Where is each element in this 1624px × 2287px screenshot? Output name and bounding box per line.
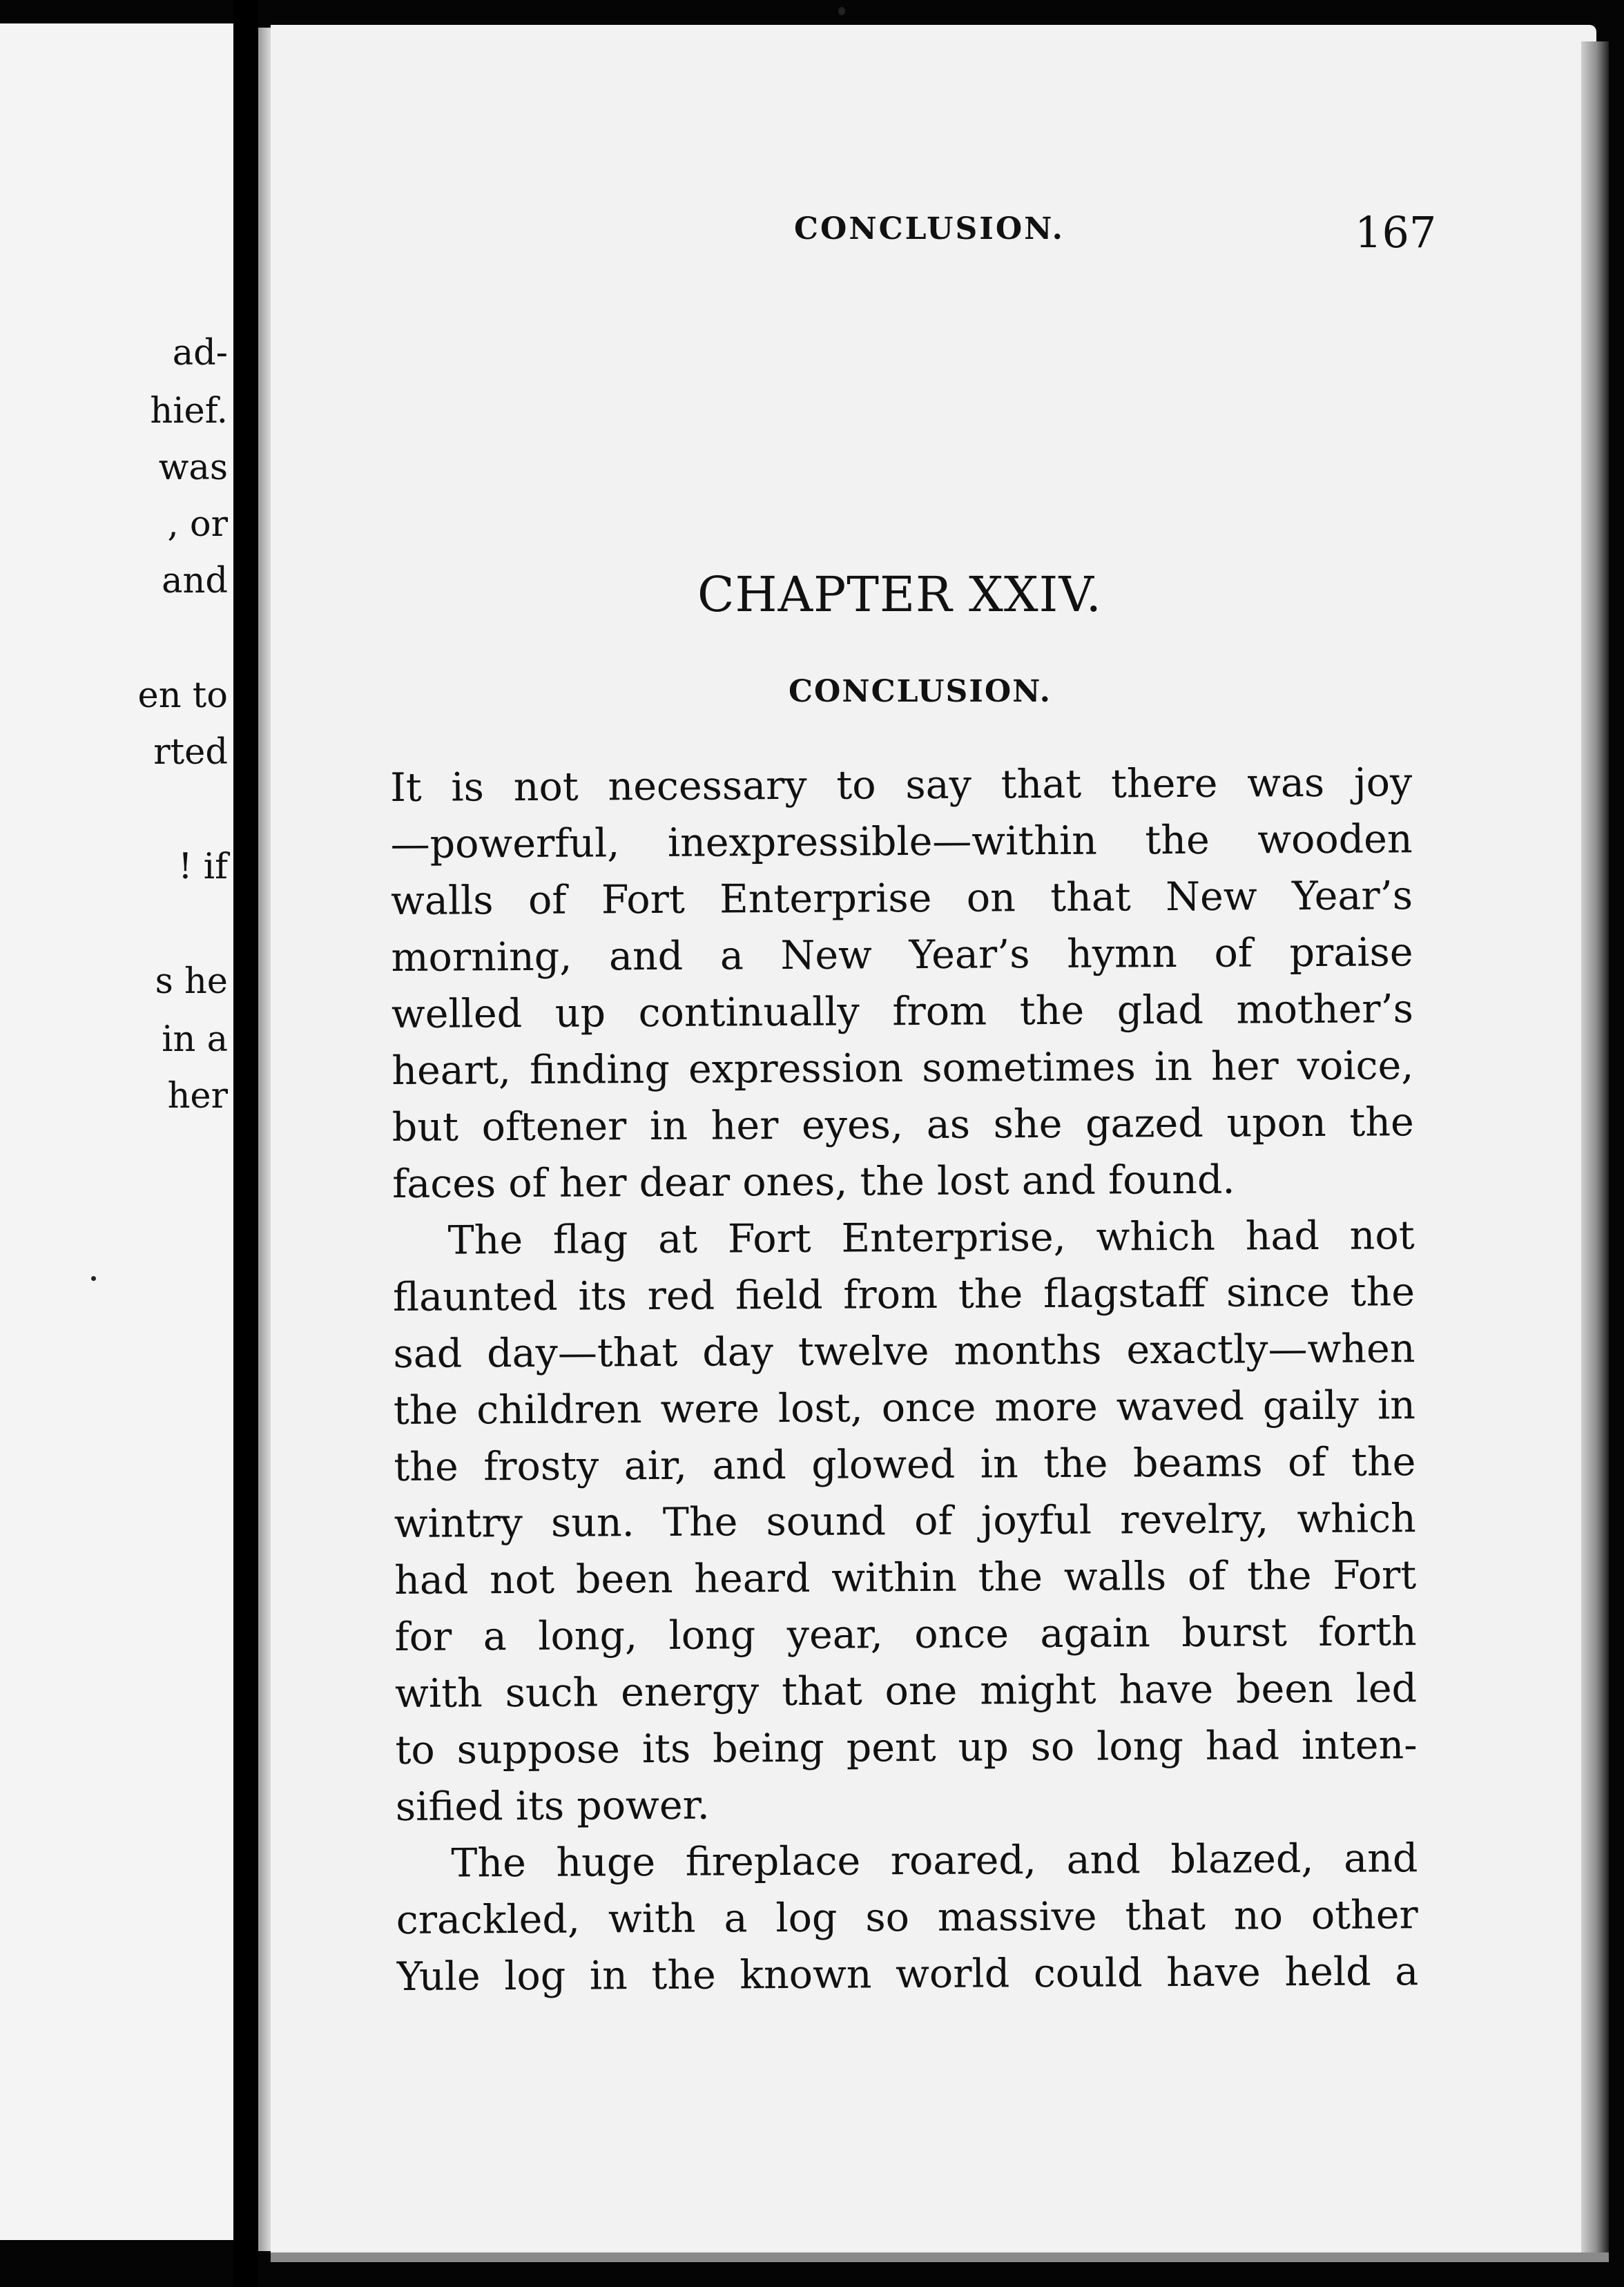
text-line: crackled, with a log so massive that no other xyxy=(396,1892,1418,1943)
text-line: with such energy that one might have been led xyxy=(394,1666,1418,1717)
left-page-line: s he xyxy=(155,961,228,1002)
text-line: sad day—that day twelve months exactly—when xyxy=(393,1326,1415,1377)
left-page-line: , or xyxy=(167,504,228,545)
left-page-line: in a xyxy=(162,1019,228,1060)
left-page-line: en to xyxy=(137,675,228,716)
text-line: wintry sun. The sound of joyful revelry, which xyxy=(394,1496,1416,1547)
left-page-line: and xyxy=(162,561,228,601)
text-line: faces of her dear ones, the lost and found. xyxy=(392,1157,1235,1207)
text-line: heart, finding expression sometimes in her voice, xyxy=(392,1043,1414,1094)
left-page-fragment xyxy=(0,23,233,2240)
chapter-subtitle: CONCLUSION. xyxy=(789,674,1052,709)
text-line: had not been heard within the walls of the Fort xyxy=(394,1552,1417,1603)
text-line: morning, and a New Year’s hymn of praise xyxy=(391,929,1413,981)
left-page-line: ! if xyxy=(178,847,228,887)
book-gutter xyxy=(233,0,258,2287)
left-page-line: ad- xyxy=(172,333,228,374)
text-line: walls of Fort Enterprise on that New Year’s xyxy=(390,873,1413,924)
text-line: It is not necessary to say that there was joy xyxy=(390,760,1413,811)
left-page-line: was xyxy=(158,447,228,488)
text-line: The flag at Fort Enterprise, which had not xyxy=(447,1213,1415,1264)
running-head: CONCLUSION. xyxy=(794,211,1065,247)
left-page-line: her xyxy=(167,1076,228,1117)
text-line: to suppose its being pent up so long had inten- xyxy=(395,1722,1418,1773)
left-page-line: rted xyxy=(153,732,228,773)
body-text xyxy=(390,754,1418,2005)
text-line: welled up continually from the glad mother’s xyxy=(391,986,1414,1037)
page-edge xyxy=(1581,41,1609,2258)
chapter-title: CHAPTER XXIV. xyxy=(697,566,1102,623)
text-line: —powerful, inexpressible—within the wooden xyxy=(390,816,1413,867)
text-line: The huge fireplace roared, and blazed, and xyxy=(451,1835,1418,1886)
text-line: Yule log in the known world could have held a xyxy=(396,1949,1419,2000)
page-number: 167 xyxy=(1355,207,1437,258)
page-bottom-edge xyxy=(271,2252,1609,2262)
left-page-line: hief. xyxy=(150,391,228,432)
text-line: for a long, long year, once again burst forth xyxy=(394,1609,1417,1660)
text-line: but oftener in her eyes, as she gazed upon the xyxy=(392,1099,1414,1150)
scan-speck xyxy=(91,1276,96,1281)
scan-speck xyxy=(838,7,845,15)
text-line: the children were lost, once more waved gaily in xyxy=(393,1382,1416,1434)
text-line: sified its power. xyxy=(395,1782,710,1830)
text-line: flaunted its red field from the flagstaff since the xyxy=(392,1269,1415,1320)
text-line: the frosty air, and glowed in the beams of the xyxy=(394,1439,1416,1490)
